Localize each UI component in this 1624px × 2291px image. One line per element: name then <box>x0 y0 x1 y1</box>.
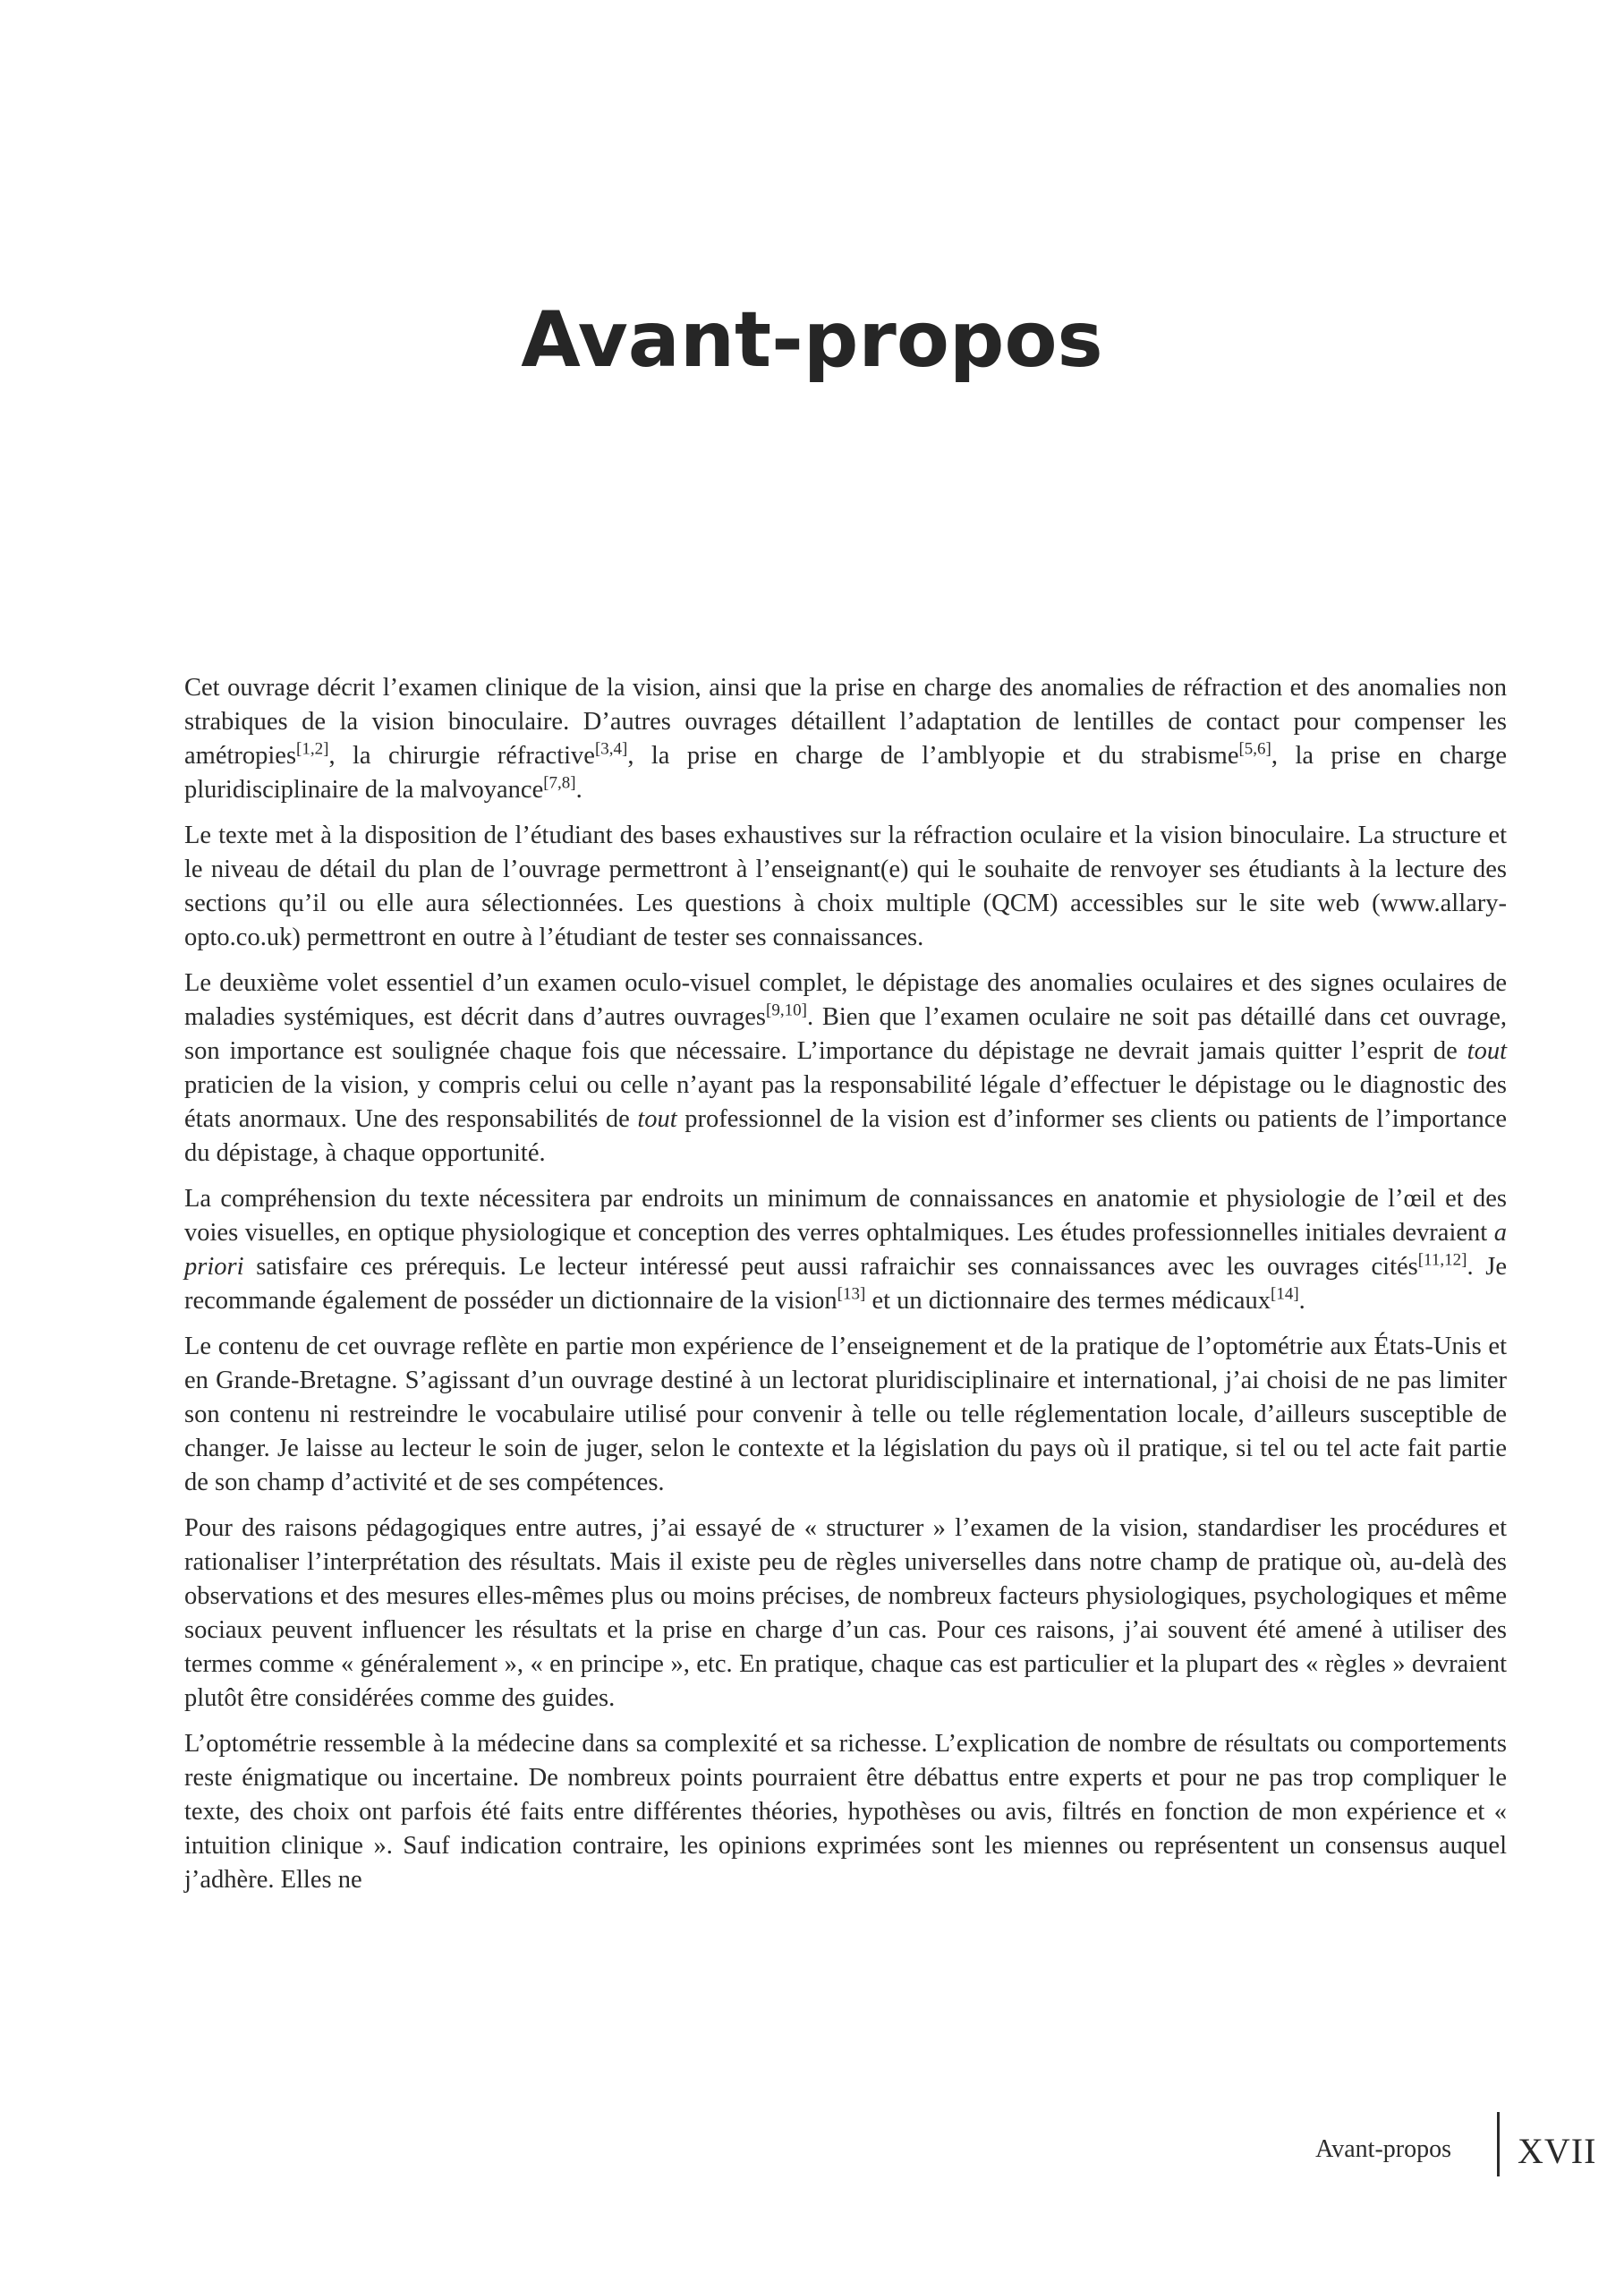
paragraph-text: La compréhension du texte nécessitera par endroits un minimum de connaissances en anatomie et physiologie de l’œil et des voies visuelles, en optique physiologique et conception des verres ophtalmiques. Les études professionnelles initiales devraient <box>184 1185 1507 1247</box>
paragraph-text: , la chirurgie réfractive <box>328 742 595 770</box>
paragraph-text: Pour des raisons pédagogiques entre autres, j’ai essayé de « structurer » l’examen de la vision, standardiser les procédures et rationaliser l’interprétation des résultats. Mais il existe peu de règles universelles dans notre champ de pratique où, au-delà des observations et des mesures elles-mêmes plus ou moins précises, de nombreux facteurs physiologiques, psychologiques et même sociaux peuvent influencer les résultats et la prise en charge d’un cas. Pour ces raisons, j’ai souvent été amené à utiliser des termes comme « généralement », « en principe », etc. En pratique, chaque cas est particulier et la plupart des « règles » devraient plutôt être considérées comme des guides. <box>184 1514 1507 1712</box>
paragraph-text: Le deuxième volet essentiel d’un examen oculo-visuel complet, le dépistage des anomalies oculaires et des signes oculaires de maladies systémiques, est décrit dans d’autres ouvrages <box>184 969 1507 1031</box>
paragraph-text: L’optométrie ressemble à la médecine dans sa complexité et sa richesse. L’explication de nombre de résultats ou comportements reste énigmatique ou incertaine. De nombreux points pourraient être débattus entre experts et pour ne pas trop compliquer le texte, des choix ont parfois été faits entre différentes théories, hypothèses ou avis, filtrés en fonction de mon expérience et « intuition clinique ». Sauf indication contraire, les opinions exprimées sont les miennes ou représentent un consensus auquel j’adhère. Elles ne <box>184 1730 1507 1894</box>
citation-ref: [14] <box>1271 1284 1299 1304</box>
emphasis-text: tout <box>637 1105 677 1133</box>
citation-ref: [5,6] <box>1238 739 1271 759</box>
page-title: Avant-propos <box>521 295 1103 385</box>
paragraph <box>184 967 1507 1171</box>
citation-ref: [13] <box>837 1284 866 1304</box>
body-text <box>184 671 1507 1909</box>
paragraph <box>184 1727 1507 1897</box>
paragraph-text: Le texte met à la disposition de l’étudiant des bases exhaustives sur la réfraction oculaire et la vision binoculaire. La structure et le niveau de détail du plan de l’ouvrage permettront à l’enseignant(e) qui le souhaite de renvoyer ses étudiants à la lecture des sections qu’il ou elle aura sélectionnées. Les questions à choix multiple (QCM) accessibles sur le site web (www.allary-opto.co.uk) permettront en outre à l’étudiant de tester ses connaissances. <box>184 822 1507 951</box>
paragraph-text: . <box>575 776 582 804</box>
paragraph <box>184 819 1507 955</box>
citation-ref: [1,2] <box>296 739 329 759</box>
footer-divider <box>1497 2112 1500 2176</box>
emphasis-text: a priori <box>184 1219 1507 1281</box>
page-number: XVII <box>1518 2131 1597 2171</box>
citation-ref: [11,12] <box>1417 1250 1467 1270</box>
paragraph-text: satisfaire ces prérequis. Le lecteur intéressé peut aussi rafraichir ses connaissances avec les ouvrages cités <box>243 1253 1418 1281</box>
paragraph <box>184 671 1507 807</box>
footer-section-label: Avant-propos <box>1315 2135 1451 2163</box>
emphasis-text: tout <box>1467 1037 1507 1065</box>
citation-ref: [3,4] <box>594 739 628 759</box>
paragraph-text: . Bien que l’examen oculaire ne soit pas détaillé dans cet ouvrage, son importance est soulignée chaque fois que nécessaire. L’importance du dépistage ne devrait jamais quitter l’esprit de <box>184 1003 1508 1065</box>
paragraph-text: , la prise en charge de l’amblyopie et du strabisme <box>627 742 1239 770</box>
paragraph-text: . <box>1298 1287 1305 1315</box>
paragraph-text: professionnel de la vision est d’informer ses clients ou patients de l’importance du dépistage, à chaque opportunité. <box>184 1105 1507 1167</box>
citation-ref: [7,8] <box>543 773 576 793</box>
paragraph-text: Le contenu de cet ouvrage reflète en partie mon expérience de l’enseignement et de la pratique de l’optométrie aux États-Unis et en Grande-Bretagne. S’agissant d’un ouvrage destiné à un lectorat pluridisciplinaire et international, j’ai choisi de ne pas limiter son contenu ni restreindre le vocabulaire utilisé pour convenir à telle ou telle réglementation locale, d’ailleurs susceptible de changer. Je laisse au lecteur le soin de juger, selon le contexte et la législation du pays où il pratique, si tel ou tel acte fait partie de son champ d’activité et de ses compétences. <box>184 1333 1507 1496</box>
paragraph <box>184 1182 1507 1318</box>
paragraph-text: et un dictionnaire des termes médicaux <box>865 1287 1271 1315</box>
paragraph <box>184 1512 1507 1716</box>
paragraph-text: Cet ouvrage décrit l’examen clinique de la vision, ainsi que la prise en charge des anomalies de réfraction et des anomalies non strabiques de la vision binoculaire. D’autres ouvrages détaillent l’adaptation de lentilles de contact pour compenser les amétropies <box>184 674 1507 770</box>
paragraph-text: , la prise en charge pluridisciplinaire de la malvoyance <box>184 742 1508 804</box>
citation-ref: [9,10] <box>766 1001 807 1020</box>
paragraph-text: praticien de la vision, y compris celui ou celle n’ayant pas la responsabilité légale d’effectuer le dépistage ou le diagnostic des états anormaux. Une des responsabilités de <box>184 1071 1507 1133</box>
paragraph-text: . Je recommande également de posséder un dictionnaire de la vision <box>184 1253 1507 1315</box>
paragraph <box>184 1330 1507 1500</box>
